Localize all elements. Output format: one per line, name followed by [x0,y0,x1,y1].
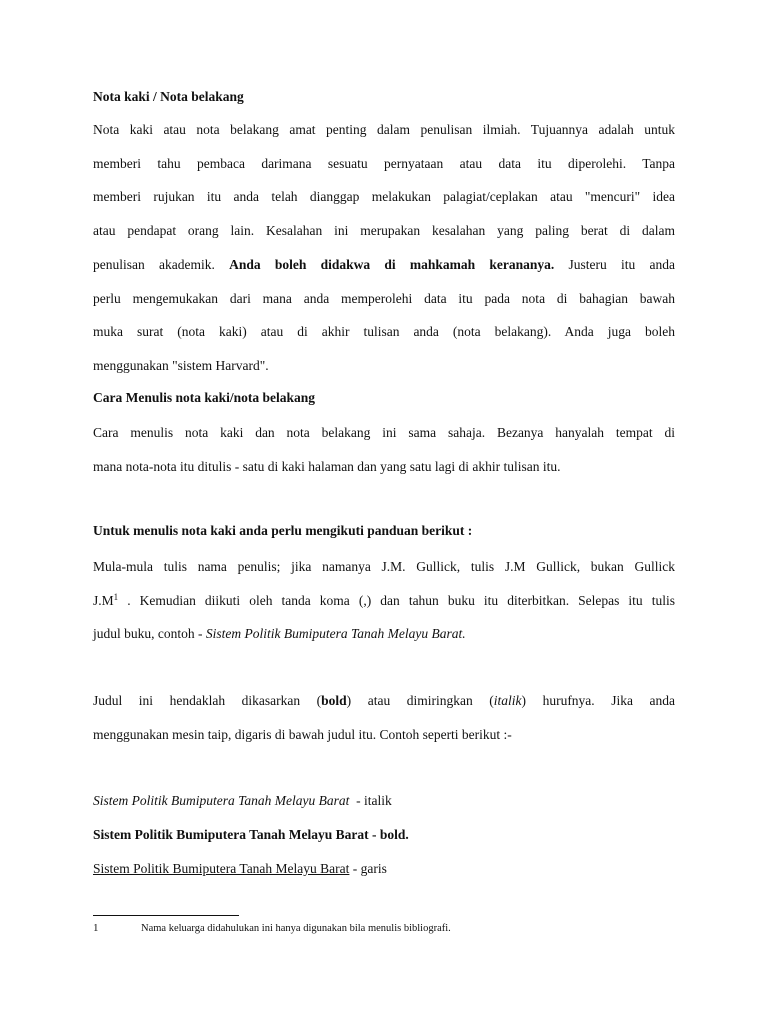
para1-line6: perlu mengemukakan dari mana anda memperolehi data itu pada nota di bahagian bawah [93,291,675,306]
para3-line3-title: Sistem Politik Bumiputera Tanah Melayu Barat. [205,626,466,641]
para1-line2: memberi tahu pembaca darimana sesuatu pernyataan atau data itu diperolehi. Tanpa [93,156,675,171]
example-italic-title: Sistem Politik Bumiputera Tanah Melayu Barat [93,793,350,808]
example-italic [93,792,675,810]
para2-line1: Cara menulis nota kaki dan nota belakang ini sama sahaja. Bezanya hanyalah tempat di [93,425,675,440]
para2-line2: mana nota-nota itu ditulis - satu di kaki halaman dan yang satu lagi di akhir tulisan itu. [93,459,561,474]
heading-panduan: Untuk menulis nota kaki anda perlu mengikuti panduan berikut : [93,523,473,538]
para3-line3-start: judul buku, contoh - [93,626,206,641]
para1-line4: atau pendapat orang lain. Kesalahan ini merupakan kesalahan yang paling berat di dalam [93,223,675,238]
heading-cara-menulis: Cara Menulis nota kaki/nota belakang [93,390,316,405]
para1-line5-start: penulisan akademik. [93,257,230,272]
para3-line1: Mula-mula tulis nama penulis; jika namanya J.M. Gullick, tulis J.M Gullick, bukan Gullick [93,559,675,574]
para4-line1-bold: bold [321,693,347,708]
footnote-number: 1 [93,922,99,934]
para3-line3 [93,625,675,643]
para1-line3: memberi rujukan itu anda telah dianggap melakukan palagiat/ceplakan atau "mencuri" idea [93,189,675,204]
para1-line7: muka surat (nota kaki) atau di akhir tulisan anda (nota belakang). Anda juga boleh [93,324,675,339]
para4-line2: menggunakan mesin taip, digaris di bawah judul itu. Contoh seperti berikut :- [93,727,512,742]
para1-line5-bold: Anda boleh didakwa di mahkamah kerananya. [229,257,555,272]
para4-line1-part1: Judul ini hendaklah dikasarkan ( [93,693,322,708]
footnote-separator [93,915,239,916]
para4-line1-part3: ) atau dimiringkan ( [346,693,494,708]
para1-line5-end: Justeru itu anda [554,257,675,272]
example-bold: Sistem Politik Bumiputera Tanah Melayu Barat - bold. [93,827,409,842]
para1-line5 [93,256,675,274]
footnote-text: Nama keluarga didahulukan ini hanya digunakan bila menulis bibliografi. [141,923,451,934]
footnote-reference: 1 [113,592,119,602]
example-italic-note: - italik [349,793,392,808]
example-underline [93,860,675,878]
example-underline-title: Sistem Politik Bumiputera Tanah Melayu Barat [93,861,350,876]
para4-line1 [93,692,675,710]
para3-line2-end: . Kemudian diikuti oleh tanda koma (,) dan tahun buku itu diterbitkan. Selepas itu tulis [118,593,675,608]
para1-line1: Nota kaki atau nota belakang amat penting dalam penulisan ilmiah. Tujuannya adalah untuk [93,122,675,137]
para3-line2 [93,592,675,610]
heading-nota-kaki: Nota kaki / Nota belakang [93,89,244,104]
para4-line1-italic: italik [493,693,522,708]
para4-line1-part5: ) hurufnya. Jika anda [521,693,675,708]
para3-line2-start: J.M [93,593,114,608]
example-underline-note: - garis [349,861,387,876]
para1-line8: menggunakan "sistem Harvard". [93,358,269,373]
